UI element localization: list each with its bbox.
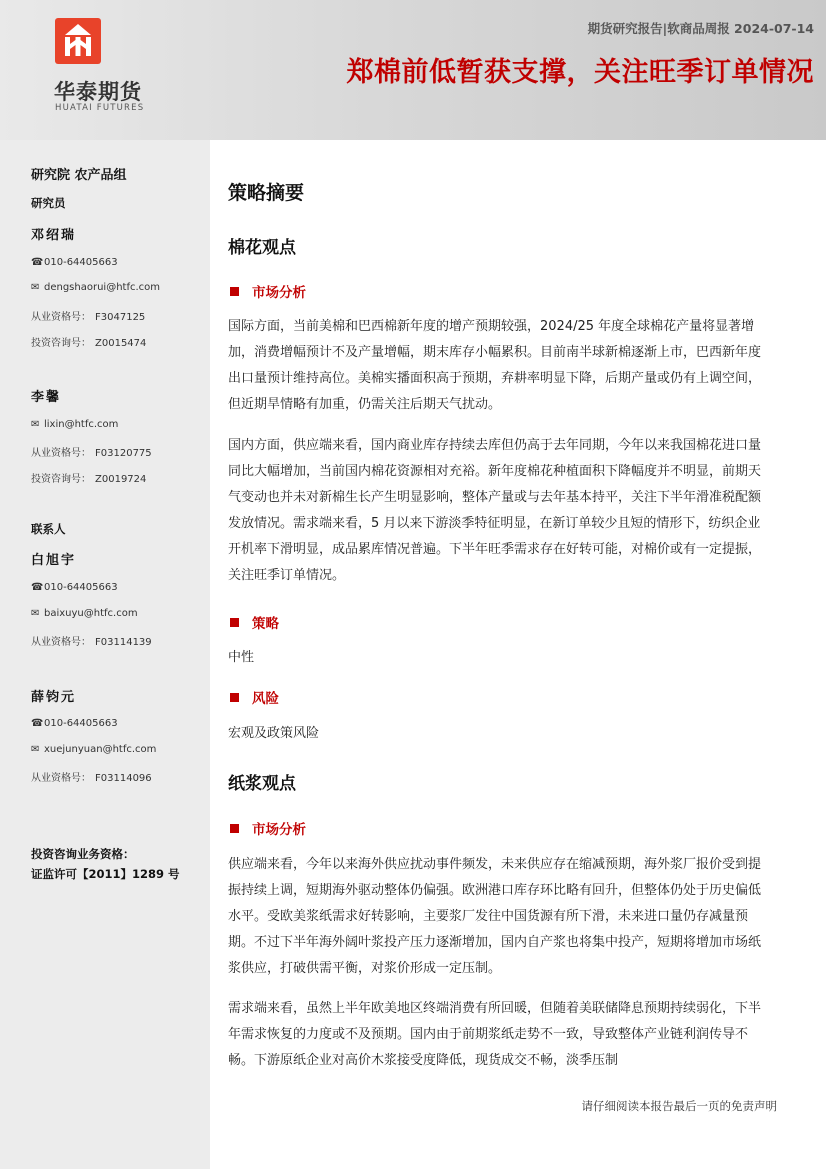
pulp-section-title: 纸浆观点 — [228, 774, 296, 794]
cotton-international-paragraph: 国际方面，当前美棉和巴西棉新年度的增产预期较强，2024/25 年度全球棉花产量将显著增加，消费增幅预计不及产量增幅，期末库存小幅累积。目前南半球新棉逐渐上市，巴西新年度出口量预计维持高位。美棉实播面积高于预期，弃耕率明显下降，后期产量或仍有上调空间，但近期旱情略有加重，仍需关注后期天气扰动。 — [228, 319, 762, 412]
analyst-sidebar — [0, 140, 210, 1169]
pulp-supply-paragraph: 供应端来看，今年以来海外供应扰动事件频发，未来供应存在缩减预期，海外浆厂报价受到提振持续上调，短期海外驱动整体仍偏强。欧洲港口库存环比略有回升，但整体仍处于历史偏低水平。受欧美浆纸需求好转影响，主要浆厂发往中国货源有所下滑，未来进口量仍存减量预期。不过下半年海外阔叶浆投产压力逐渐增加，国内自产浆也将集中投产，短期将增加市场纸浆供应，打破供需平衡，对浆价形成一定压制。 — [228, 857, 762, 976]
researcher-label: 研究员 — [31, 196, 66, 210]
logo-english-name: HUATAI FUTURES — [55, 103, 145, 113]
contact-cert: 从业资格号： F03114096 — [31, 773, 152, 784]
cotton-strategy-heading: 策略 — [230, 612, 279, 632]
pulp-market-heading: 市场分析 — [230, 818, 306, 838]
contact-name: 薛钧元 — [31, 690, 77, 705]
bullet-square-icon — [230, 618, 239, 627]
bullet-square-icon — [230, 824, 239, 833]
mail-icon: ✉ — [31, 608, 40, 619]
contact-name: 白旭宇 — [31, 553, 77, 568]
contact-phone: ☎010-64405663 — [31, 718, 118, 729]
huatai-logo-icon — [55, 18, 101, 64]
report-header — [0, 0, 826, 140]
contact-phone: ☎010-64405663 — [31, 582, 118, 593]
contact-email[interactable]: ✉ baixuyu@htfc.com — [31, 608, 138, 619]
analyst-email[interactable]: ✉ lixin@htfc.com — [31, 419, 119, 430]
contact-email[interactable]: ✉ xuejunyuan@htfc.com — [31, 744, 157, 755]
license-info: 投资咨询业务资格： 证监许可【2011】1289 号 — [31, 847, 180, 881]
cotton-domestic-paragraph: 国内方面，供应端来看，国内商业库存持续去库但仍高于去年同期，今年以来我国棉花进口量同比大幅增加，当前国内棉花资源相对充裕。新年度棉花种植面积下降幅度并不明显，前期天气变动也并未对新棉生长产生明显影响，整体产量或与去年基本持平，关注下半年滑准税配额发放情况。需求端来看，5 月以来下游淡季特征明显，在新订单较少且短的情形下，纺织企业开机率下滑明显，成品累库情况普遍。下半年旺季需求存在好转可能，对棉价或有一定提振，关注旺季订单情况。 — [228, 438, 762, 583]
mail-icon: ✉ — [31, 744, 40, 755]
analyst-phone: ☎010-64405663 — [31, 257, 118, 268]
bullet-square-icon — [230, 693, 239, 702]
analyst-cert: 从业资格号： F3047125 — [31, 312, 146, 323]
contact-cert: 从业资格号： F03114139 — [31, 637, 152, 648]
strategy-summary-title: 策略摘要 — [228, 182, 305, 204]
phone-icon: ☎ — [31, 257, 44, 268]
mail-icon: ✉ — [31, 419, 40, 430]
analyst-email[interactable]: ✉ dengshaorui@htfc.com — [31, 282, 161, 293]
pulp-demand-paragraph: 需求端来看，虽然上半年欧美地区终端消费有所回暖，但随着美联储降息预期持续弱化，下半年需求恢复的力度或不及预期。国内由于前期浆纸走势不一致，导致整体产业链利润传导不畅。下游原纸企业对高价木浆接受度降低，现货成交不畅，淡季压制 — [228, 1001, 762, 1068]
cotton-risk-value: 宏观及政策风险 — [228, 726, 320, 741]
bullet-square-icon — [230, 287, 239, 296]
analyst-name: 邓绍瑞 — [31, 228, 77, 243]
cotton-risk-heading: 风险 — [230, 687, 279, 707]
contact-label: 联系人 — [31, 522, 66, 536]
cotton-section-title: 棉花观点 — [228, 238, 296, 258]
phone-icon: ☎ — [31, 582, 44, 593]
report-title: 郑棉前低暂获支撑，关注旺季订单情况 — [346, 57, 814, 88]
analyst-cert: 从业资格号： F03120775 — [31, 448, 152, 459]
analyst-name: 李馨 — [31, 390, 62, 405]
logo-chinese-name: 华泰期货 — [54, 80, 142, 104]
cotton-market-heading: 市场分析 — [230, 281, 306, 301]
mail-icon: ✉ — [31, 282, 40, 293]
analyst-advisory: 投资咨询号： Z0019724 — [31, 474, 147, 485]
report-meta: 期货研究报告|软商品周报 2024-07-14 — [587, 21, 814, 36]
phone-icon: ☎ — [31, 718, 44, 729]
cotton-strategy-value: 中性 — [228, 650, 255, 665]
disclaimer-footer: 请仔细阅读本报告最后一页的免责声明 — [581, 1099, 777, 1113]
analyst-advisory: 投资咨询号： Z0015474 — [31, 338, 147, 349]
research-group: 研究院 农产品组 — [31, 168, 127, 183]
